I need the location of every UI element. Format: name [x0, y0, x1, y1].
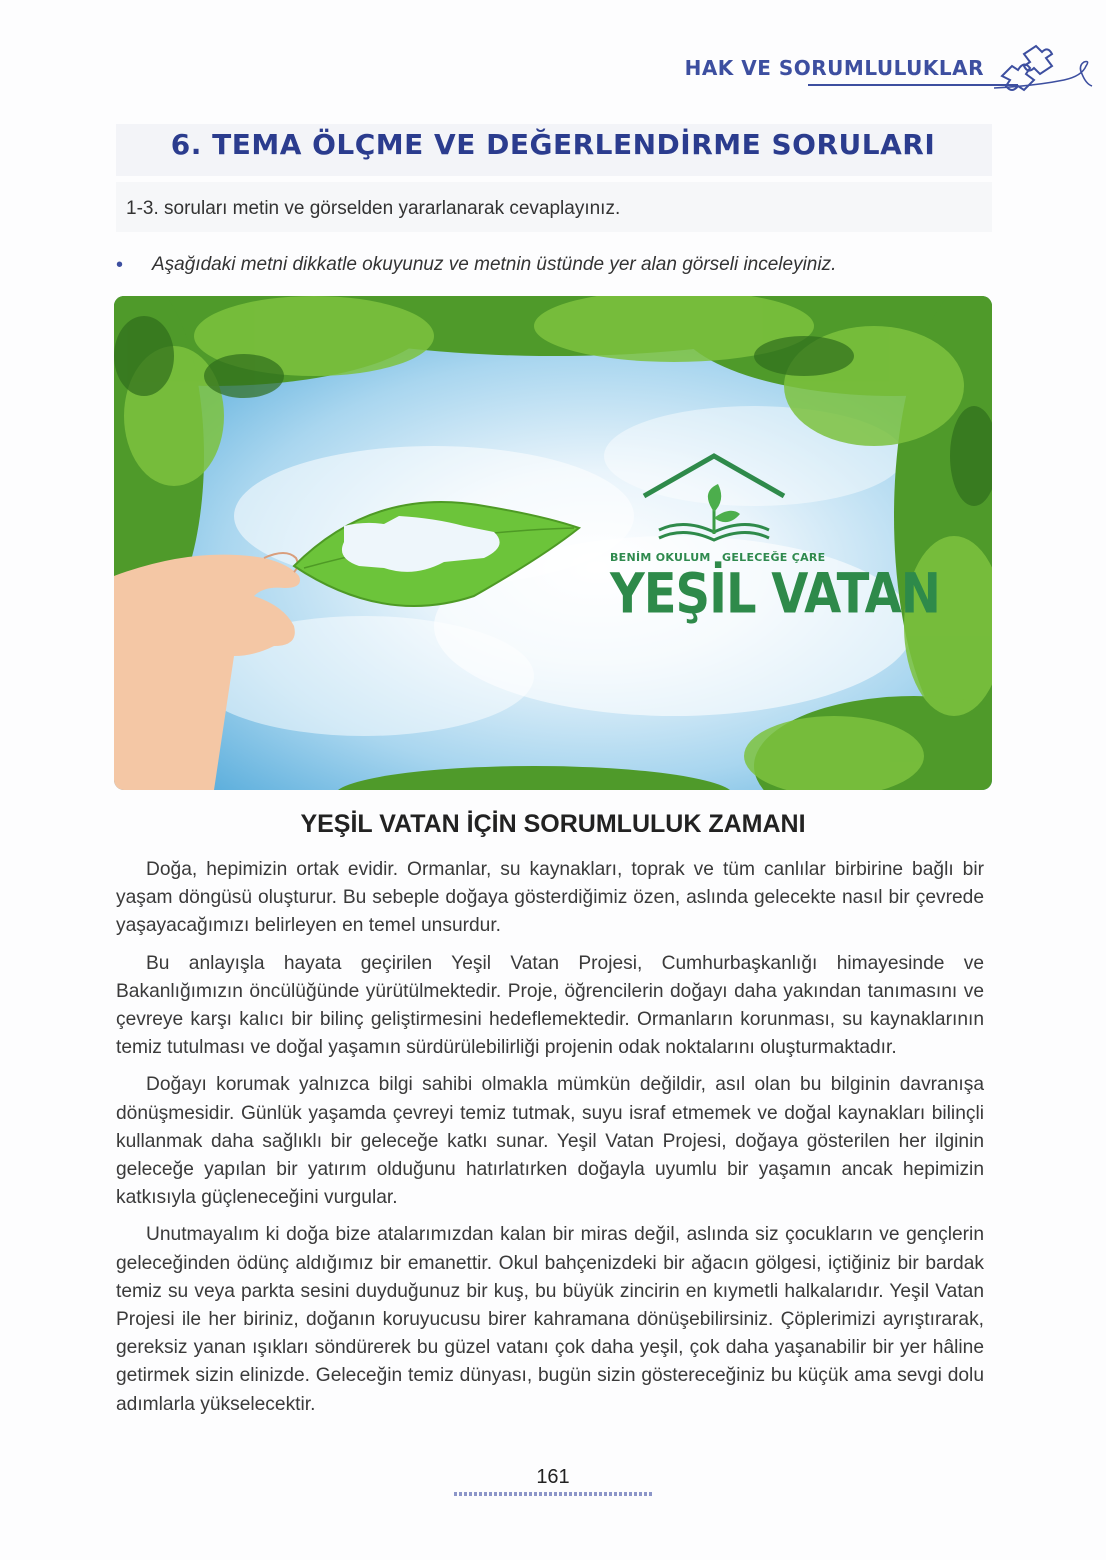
- article-title: YEŞİL VATAN İÇİN SORUMLULUK ZAMANI: [300, 810, 806, 838]
- hero-illustration: [114, 296, 992, 790]
- logo-gelecege-care: GELECEĞE ÇARE: [722, 551, 826, 564]
- instruction-text: 1-3. soruları metin ve görselden yararlanarak cevaplayınız.: [126, 198, 621, 219]
- logo-benim-okulum: BENİM OKULUM: [610, 551, 711, 564]
- header-rule: [808, 84, 1018, 86]
- article-paragraph: Unutmayalım ki doğa bize atalarımızdan kalan bir miras değil, aslında siz çocukların ve gençlerin geleceğinden ödünç aldığımız bir emanettir. Okul bahçenizdeki bir ağacın gölgesi, içtiğiniz bir bardak temiz su veya parkta sesini duyduğunuz bir kuş, bu büyük zincirin en kıymetli halkalarıdır. Yeşil Vatan Projesi ile her biriniz, doğanın koruyucusu birer kahramana dönüşebilirsiniz. Çöplerimizi ayrıştırarak, gereksiz yanan ışıkları söndürerek bu güzel vatanı çok daha yeşil, çok daha yaşanabilir bir yer hâline getirmek sizin elinizde. Geleceğin temiz dünyası, bugün sizin göstereceğiniz bu küçük ama sevgi dolu adımlarla yükselecektir.: [116, 1224, 984, 1415]
- article-paragraph: Doğa, hepimizin ortak evidir. Ormanlar, su kaynakları, toprak ve tüm canlılar birbirine bağlı bir yaşam döngüsü oluşturur. Bu sebeple doğaya gösterdiğimiz özen, aslında gelecekte nasıl bir çevrede yaşayacağımızı belirleyen en temel unsurdur.: [116, 859, 984, 937]
- article-body: [116, 856, 984, 1428]
- article-paragraph: Doğayı korumak yalnızca bilgi sahibi olmakla mümkün değildir, asıl olan bu bilginin davranışa dönüşmesidir. Günlük yaşamda çevreyi temiz tutmak, suyu israf etmemek ve doğal kaynakları bilinçli kullanmak daha sağlıklı bir geleceğe katkı sunar. Yeşil Vatan Projesi, doğaya gösterilen her ilginin geleceğe yapılan bir yatırım olduğunu hatırlatırken doğayla uyumlu bir yaşamın ancak hepimizin katkısıyla güçleneceğini vurgular.: [116, 1074, 984, 1209]
- bullet-marker: •: [116, 254, 124, 276]
- logo-yesil-vatan: YEŞİL VATAN: [610, 562, 940, 627]
- page-number: 161: [536, 1466, 570, 1488]
- running-head: HAK VE SORUMLULUKLAR: [684, 56, 984, 80]
- puzzle-icon: [994, 40, 1094, 104]
- page-number-rule: [454, 1492, 652, 1496]
- bullet-text: Aşağıdaki metni dikkatle okuyunuz ve metnin üstünde yer alan görseli inceleyiniz.: [152, 254, 837, 275]
- page-title: 6. TEMA ÖLÇME VE DEĞERLENDİRME SORULARI: [170, 128, 936, 161]
- article-paragraph: Bu anlayışla hayata geçirilen Yeşil Vatan Projesi, Cumhurbaşkanlığı himayesinde ve Bakanlığımızın öncülüğünde yürütülmektedir. Proje, öğrencilerin doğayı daha yakından tanımasını ve çevreye karşı kalıcı bir bilinç geliştirmesini hedeflemektedir. Ormanların korunması, su kaynaklarının temiz tutulması ve doğal yaşamın sürdürülebilirliği projenin odak noktalarını oluşturmaktadır.: [116, 952, 984, 1059]
- yesil-vatan-image: [114, 296, 992, 790]
